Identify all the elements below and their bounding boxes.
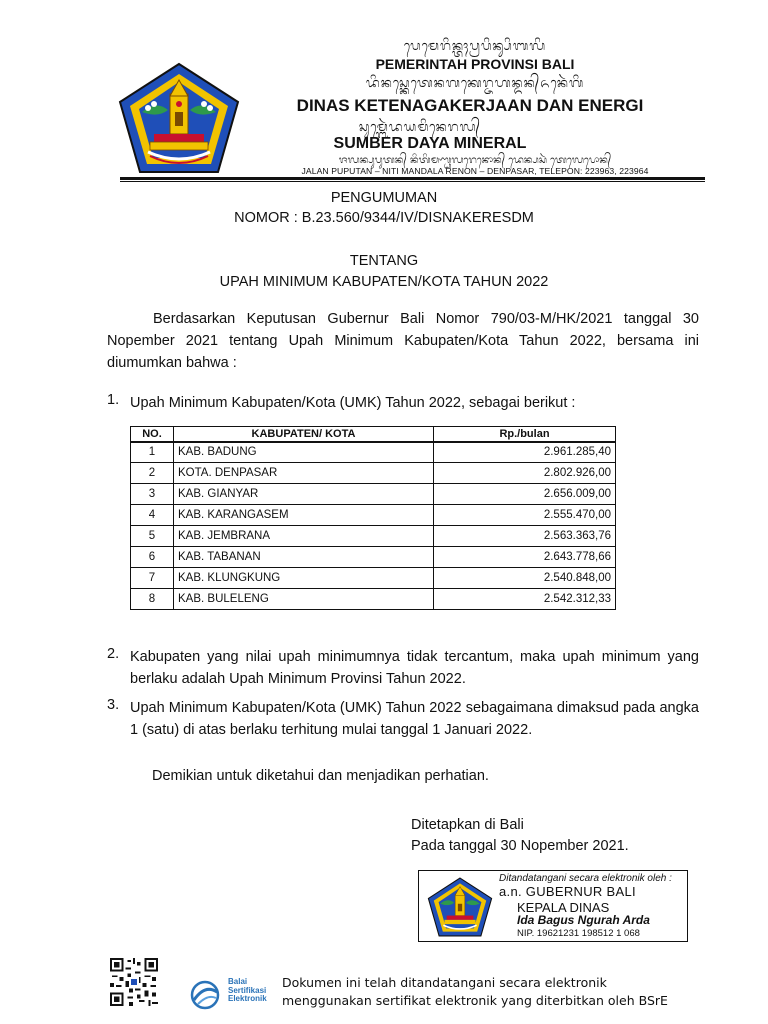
list-item-text: Upah Minimum Kabupaten/Kota (UMK) Tahun 2022, sebagai berikut : (130, 395, 576, 411)
table-row (131, 547, 616, 568)
table-cell-amount: 2.563.363,76 (434, 526, 616, 547)
table-row (131, 484, 616, 505)
signature-label: Ditandatangani secara elektronik oleh : (499, 873, 672, 884)
table-cell-regency: KAB. KLUNGKUNG (174, 568, 434, 589)
letterhead-balinese-address: ᬚᬮᬦ᭄ᬧᬸᬧᬸᬢᬦ᭄ ᬦᬶᬢᬶᬫᬡ᭄ᬟᬮᬭᬾᬦᭀᬦ᭄ ᬤᬾᬦ᭄ᬧᬲᬃ ᬢᬾᬮᬾᬧᭀᬦ᭄ (338, 155, 612, 166)
table-cell-no: 8 (131, 589, 174, 610)
signatory-nip: NIP. 19621231 198512 1 068 (517, 928, 640, 939)
letterhead-agency-2: SUMBER DAYA MINERAL (333, 135, 527, 152)
umk-table (130, 426, 616, 610)
bali-province-emblem-small (427, 877, 493, 937)
electronic-signature-box (418, 870, 688, 942)
list-item-number: 2. (107, 646, 120, 662)
table-row (131, 463, 616, 484)
list-item-text: Upah Minimum Kabupaten/Kota (UMK) Tahun 2022 sebagaimana dimaksud pada angka 1 (satu) di atas berlaku terhitung mulai tanggal 1 Januari 2022. (130, 700, 699, 738)
letterhead-divider-thin (120, 181, 705, 182)
table-cell-regency: KAB. JEMBRANA (174, 526, 434, 547)
letterhead-divider (120, 177, 705, 180)
table-cell-amount: 2.961.285,40 (434, 442, 616, 463)
table-cell-no: 1 (131, 442, 174, 463)
letterhead-balinese-2: ᬤᬶᬦᬲ᭄ᬓᬾᬢᬾᬦᬕᬓᬾᬭ᭄ᬚᬳᬦ᭄ᬤᬦ᭄ᬏᬦᬾᬃᬕᬶ (365, 76, 585, 91)
table-header-regency: KABUPATEN/ KOTA (174, 427, 434, 442)
table-header-no: NO. (131, 427, 174, 442)
table-cell-no: 3 (131, 484, 174, 505)
table-cell-regency: KAB. KARANGASEM (174, 505, 434, 526)
table-cell-amount: 2.656.009,00 (434, 484, 616, 505)
qr-code-icon (110, 958, 158, 1006)
announcement-heading: PENGUMUMAN (330, 190, 438, 206)
table-cell-amount: 2.540.848,00 (434, 568, 616, 589)
table-cell-amount: 2.802.926,00 (434, 463, 616, 484)
bsre-name-line: Elektronik (228, 994, 267, 1003)
footer-note-line-2: menggunakan sertifikat elektronik yang diterbitkan oleh BSrE (282, 993, 668, 1008)
letterhead-government: PEMERINTAH PROVINSI BALI (375, 56, 575, 72)
letterhead-balinese-3: ᬲᬸᬫ᭄ᬩᬾᬃᬤᬬᬫᬶᬦᬾᬭᬮ᭄ (358, 120, 482, 135)
closing-sentence: Demikian untuk diketahui dan menjadikan perhatian. (152, 768, 489, 784)
table-cell-regency: KAB. BADUNG (174, 442, 434, 463)
intro-paragraph: Berdasarkan Keputusan Gubernur Bali Nomor 790/03-M/HK/2021 tanggal 30 Nopember 2021 tentang Upah Minimum Kabupaten/Kota Tahun 2022, bersama ini diumumkan bahwa : (107, 311, 699, 371)
table-header-row (131, 427, 616, 442)
list-item-number: 1. (107, 392, 120, 408)
table-cell-no: 7 (131, 568, 174, 589)
table-cell-regency: KAB. GIANYAR (174, 484, 434, 505)
table-cell-regency: KOTA. DENPASAR (174, 463, 434, 484)
bsre-logo-icon (186, 980, 224, 1010)
bsre-name-line: Balai (228, 977, 248, 986)
signature-position: KEPALA DINAS (517, 900, 610, 915)
letterhead-balinese-1: ᬧᬾᬫᬾᬭᬶᬦ᭄ᬢᬄᬧ᭄ᬭᬧᬶᬦ᭄ᬲᬶᬩᬮᬶ (403, 39, 547, 54)
announcement-about-label: TENTANG (349, 253, 419, 269)
table-row (131, 526, 616, 547)
footer-note-line-1: Dokumen ini telah ditandatangani secara elektronik (282, 975, 607, 990)
issued-date: Pada tanggal 30 Nopember 2021. (411, 838, 629, 854)
table-cell-no: 2 (131, 463, 174, 484)
table-cell-no: 6 (131, 547, 174, 568)
announcement-number: NOMOR : B.23.560/9344/IV/DISNAKERESDM (234, 210, 534, 226)
signatory-name: Ida Bagus Ngurah Arda (517, 913, 650, 927)
letterhead-agency: DINAS KETENAGAKERJAAN DAN ENERGI (296, 96, 644, 115)
table-row (131, 442, 616, 463)
table-cell-regency: KAB. BULELENG (174, 589, 434, 610)
table-cell-amount: 2.643.778,66 (434, 547, 616, 568)
table-header-amount: Rp./bulan (434, 427, 616, 442)
signature-on-behalf: a.n. GUBERNUR BALI (499, 884, 636, 899)
issued-place: Ditetapkan di Bali (411, 817, 524, 833)
table-cell-amount: 2.555.470,00 (434, 505, 616, 526)
bsre-name (228, 978, 267, 1004)
table-cell-no: 5 (131, 526, 174, 547)
table-row (131, 505, 616, 526)
table-cell-no: 4 (131, 505, 174, 526)
table-cell-regency: KAB. TABANAN (174, 547, 434, 568)
list-item-text: Kabupaten yang nilai upah minimumnya tidak tercantum, maka upah minimum yang berlaku adalah Upah Minimum Provinsi Tahun 2022. (130, 649, 699, 687)
bali-province-emblem (118, 62, 240, 174)
table-row (131, 568, 616, 589)
announcement-subject: UPAH MINIMUM KABUPATEN/KOTA TAHUN 2022 (219, 274, 549, 290)
bsre-name-line: Sertifikasi (228, 985, 267, 995)
list-item-number: 3. (107, 697, 120, 713)
table-cell-amount: 2.542.312,33 (434, 589, 616, 610)
letterhead-address: JALAN PUPUTAN – NITI MANDALA RENON – DENPASAR, TELEPON: 223963, 223964 (301, 166, 649, 176)
table-row (131, 589, 616, 610)
